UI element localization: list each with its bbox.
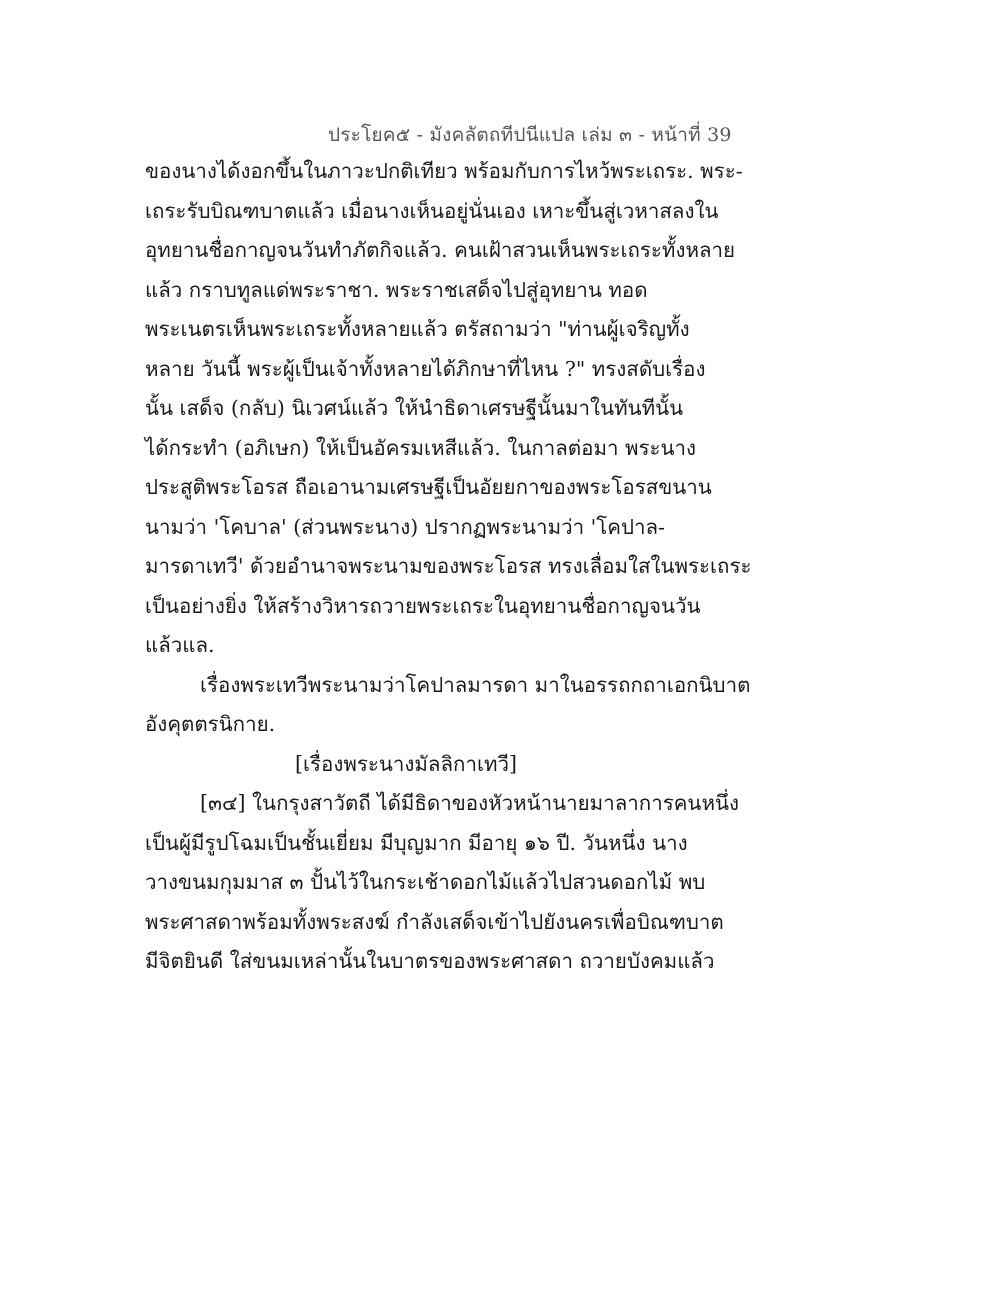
text-line: ประสูติพระโอรส ถือเอานามเศรษฐีเป็นอัยยกาของพระโอรสขนาน <box>145 475 712 499</box>
text-line: พระเนตรเห็นพระเถระทั้งหลายแล้ว ตรัสถามว่า "ท่านผู้เจริญทั้ง <box>145 317 690 341</box>
text-line: [๓๔] ในกรุงสาวัตถี ได้มีธิดาของหัวหน้านายมาลาการคนหนึ่ง <box>200 791 739 815</box>
text-line: พระศาสดาพร้อมทั้งพระสงฆ์ กำลังเสด็จเข้าไปยังนครเพื่อบิณฑบาต <box>145 909 724 934</box>
text-line: เป็นอย่างยิ่ง ให้สร้างวิหารถวายพระเถระในอุทยานชื่อกาญจนวัน <box>145 593 701 618</box>
text-line: เรื่องพระเทวีพระนามว่าโคปาลมารดา มาในอรรถกถาเอกนิบาต <box>200 672 751 697</box>
text-line: นามว่า 'โคบาล' (ส่วนพระนาง) ปรากฏพระนามว่า 'โคปาล- <box>145 514 665 539</box>
text-line: เป็นผู้มีรูปโฉมเป็นชั้นเยี่ยม มีบุญมาก มีอายุ ๑๖ ปี. วันหนึ่ง นาง <box>145 830 688 855</box>
text-line: ของนางได้งอกขึ้นในภาวะปกติเทียว พร้อมกับการไหว้พระเถระ. พระ- <box>145 159 743 183</box>
text-line: เถระรับบิณฑบาตแล้ว เมื่อนางเห็นอยู่นั่นเอง เหาะขึ้นสู่เวหาสลงใน <box>145 198 719 223</box>
text-line: อังคุตตรนิกาย. <box>145 712 276 736</box>
text-line: ได้กระทำ (อภิเษก) ให้เป็นอัครมเหสีแล้ว. ในกาลต่อมา พระนาง <box>145 435 697 460</box>
section-heading: [เรื่องพระนางมัลลิกาเทวี] <box>295 751 517 776</box>
text-line: วางขนมกุมมาส ๓ ปั้นไว้ในกระเช้าดอกไม้แล้วไปสวนดอกไม้ พบ <box>145 870 706 894</box>
text-line: มารดาเทวี' ด้วยอำนาจพระนามของพระโอรส ทรงเลื่อมใสในพระเถระ <box>145 554 752 578</box>
text-line: หลาย วันนี้ พระผู้เป็นเจ้าทั้งหลายได้ภิกษาที่ไหน ?" ทรงสดับเรื่อง <box>145 356 706 381</box>
text-line: มีจิตยินดี ใส่ขนมเหล่านั้นในบาตรของพระศาสดา ถวายบังคมแล้ว <box>145 949 715 973</box>
text-line: อุทยานชื่อกาญจนวันทำภัตกิจแล้ว. คนเฝ้าสวนเห็นพระเถระทั้งหลาย <box>145 238 736 262</box>
text-line: แล้วแล. <box>145 633 215 657</box>
text-line: แล้ว กราบทูลแด่พระราชา. พระราชเสด็จไปสู่อุทยาน ทอด <box>145 277 648 302</box>
page-header: ประโยค๕ - มังคลัตถทีปนีแปล เล่ม ๓ - หน้าที่ 39 <box>328 124 732 146</box>
text-line: นั้น เสด็จ (กลับ) นิเวศน์แล้ว ให้นำธิดาเศรษฐีนั้นมาในทันทีนั้น <box>145 396 684 420</box>
body-text <box>145 152 865 982</box>
